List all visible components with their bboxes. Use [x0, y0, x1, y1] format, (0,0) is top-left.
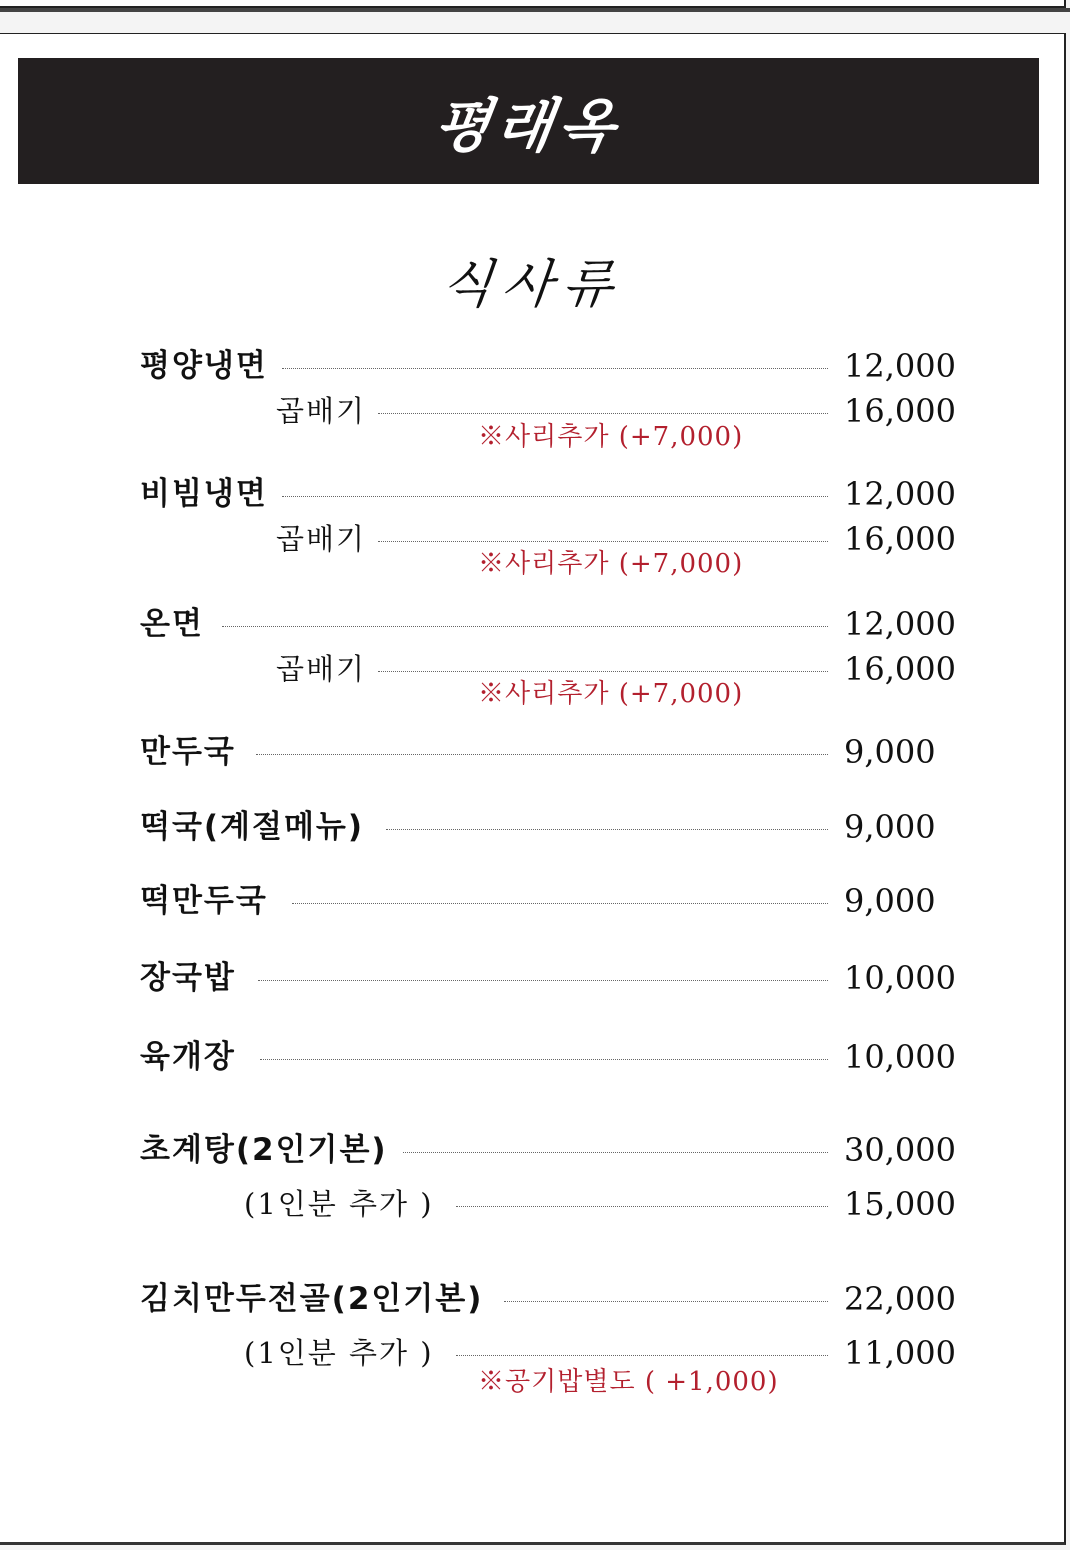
dot-leader	[386, 829, 828, 830]
menu-page	[0, 33, 1066, 1545]
item-name: 떡만두국	[140, 883, 268, 919]
dot-leader	[292, 903, 828, 904]
item-price: 11,000	[844, 1334, 956, 1372]
item-name: 만두국	[140, 734, 236, 770]
dot-leader	[456, 1206, 828, 1207]
item-name: 육개장	[140, 1039, 236, 1075]
item-name: 곱배기	[276, 394, 367, 428]
item-price: 9,000	[844, 882, 936, 920]
rice-extra-note: ※공기밥별도 ( +1,000)	[478, 1367, 779, 1397]
item-price: 16,000	[844, 520, 956, 558]
item-price: 16,000	[844, 392, 956, 430]
dot-leader	[260, 1059, 828, 1060]
item-price: 10,000	[844, 1038, 956, 1076]
item-price: 15,000	[844, 1185, 956, 1223]
dot-leader	[378, 541, 828, 542]
item-name: (1인분 추가 )	[244, 1187, 434, 1221]
section-title: 식사류	[438, 255, 626, 315]
menu-item	[0, 881, 1066, 921]
menu-item	[0, 807, 1066, 847]
menu-item	[0, 346, 1066, 386]
item-price: 30,000	[844, 1131, 956, 1169]
item-name: 온면	[140, 606, 204, 642]
item-price: 9,000	[844, 733, 936, 771]
previous-page-edge	[0, 0, 1066, 8]
item-name: 장국밥	[140, 960, 236, 996]
dot-leader	[378, 671, 828, 672]
item-name: 떡국(계절메뉴)	[140, 809, 365, 845]
item-price: 12,000	[844, 347, 956, 385]
menu-item	[0, 604, 1066, 644]
dot-leader	[222, 626, 828, 627]
item-name: (1인분 추가 )	[244, 1336, 434, 1370]
item-price: 22,000	[844, 1280, 956, 1318]
page-divider	[0, 8, 1070, 12]
dot-leader	[403, 1152, 828, 1153]
dot-leader	[256, 754, 828, 755]
dot-leader	[456, 1355, 828, 1356]
menu-item	[0, 958, 1066, 998]
dot-leader	[258, 980, 828, 981]
dot-leader	[282, 368, 828, 369]
item-name: 비빔냉면	[140, 476, 268, 512]
item-name: 김치만두전골(2인기본)	[140, 1281, 484, 1317]
item-name: 평양냉면	[140, 348, 268, 384]
restaurant-name: 평래옥	[429, 92, 626, 160]
item-price: 16,000	[844, 650, 956, 688]
item-name: 곱배기	[276, 652, 367, 686]
menu-item	[0, 1279, 1066, 1319]
extra-noodle-note: ※사리추가 (+7,000)	[478, 549, 744, 579]
item-name: 곱배기	[276, 522, 367, 556]
menu-item	[0, 1130, 1066, 1170]
extra-noodle-note: ※사리추가 (+7,000)	[478, 679, 744, 709]
menu-item	[0, 1037, 1066, 1077]
item-price: 12,000	[844, 605, 956, 643]
menu-item-sub	[0, 1184, 1066, 1224]
item-price: 12,000	[844, 475, 956, 513]
extra-noodle-note: ※사리추가 (+7,000)	[478, 422, 744, 452]
item-name: 초계탕(2인기본)	[140, 1132, 388, 1168]
dot-leader	[282, 496, 828, 497]
menu-item	[0, 732, 1066, 772]
dot-leader	[504, 1301, 828, 1302]
restaurant-banner	[18, 58, 1039, 184]
item-price: 9,000	[844, 808, 936, 846]
item-price: 10,000	[844, 959, 956, 997]
dot-leader	[378, 413, 828, 414]
menu-item	[0, 474, 1066, 514]
